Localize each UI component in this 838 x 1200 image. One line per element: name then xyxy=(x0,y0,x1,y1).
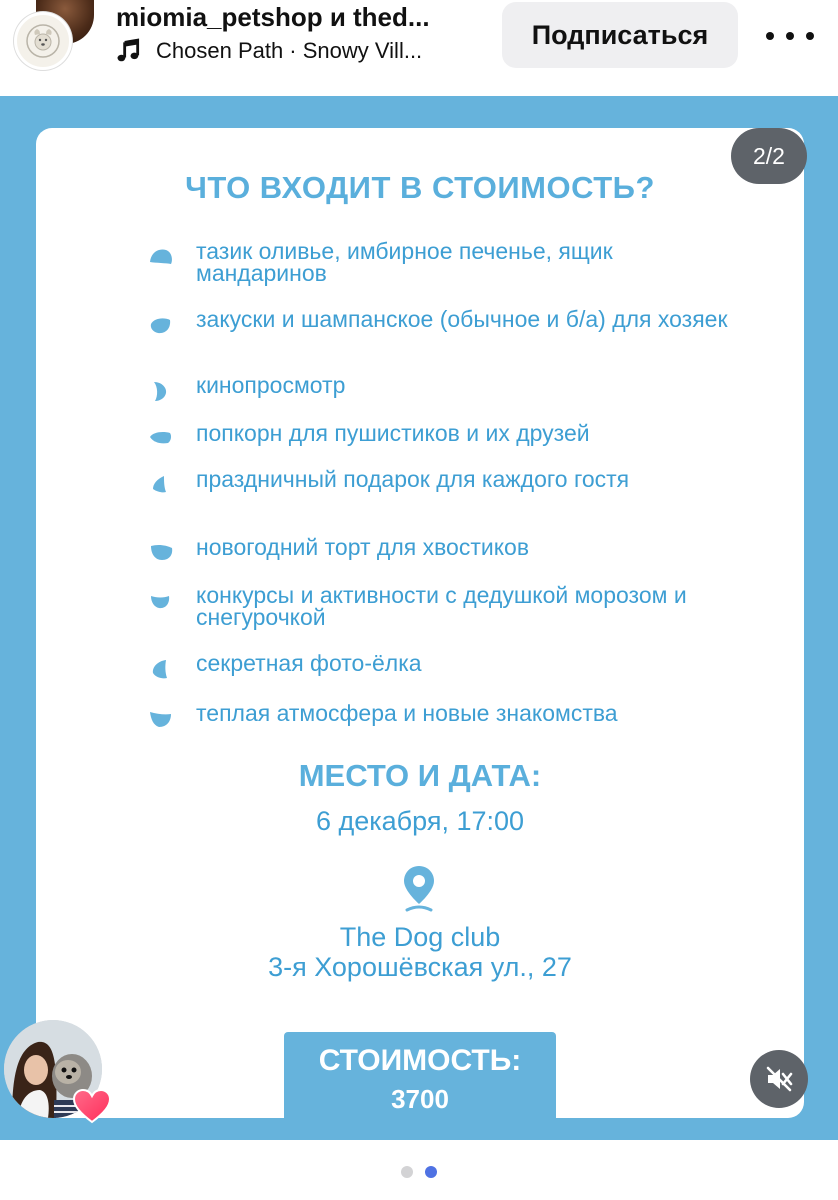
blob-bullet-icon xyxy=(148,708,174,730)
dog-logo-icon xyxy=(23,21,63,61)
venue-name: The Dog club xyxy=(339,922,501,952)
list-item: кинопросмотр xyxy=(148,374,748,402)
place-date-title: МЕСТО И ДАТА: xyxy=(298,758,542,793)
price-label: СТОИМОСТЬ: xyxy=(318,1044,522,1077)
included-list xyxy=(36,128,804,748)
carousel-dot-active[interactable] xyxy=(425,1166,437,1178)
blob-bullet-icon xyxy=(148,658,174,680)
venue-address: 3-я Хорошёвская ул., 27 xyxy=(268,952,572,982)
shop-avatar[interactable] xyxy=(14,12,72,70)
list-item: попкорн для пушистиков и их друзей xyxy=(148,422,748,450)
more-options-icon[interactable] xyxy=(766,18,814,54)
subscribe-button[interactable]: Подписаться xyxy=(502,2,738,68)
post-header xyxy=(0,0,838,96)
post-image[interactable] xyxy=(0,96,838,1140)
mute-button[interactable] xyxy=(750,1050,808,1108)
carousel-dot[interactable] xyxy=(401,1166,413,1178)
speaker-muted-icon xyxy=(764,1064,794,1094)
included-title: ЧТО ВХОДИТ В СТОИМОСТЬ? xyxy=(185,170,655,205)
music-track-label: Chosen Path · Snowy Vill... xyxy=(156,38,423,63)
music-track[interactable] xyxy=(116,38,422,64)
slide-counter: 2/2 xyxy=(731,128,807,184)
list-item: новогодний торт для хвостиков xyxy=(148,536,748,564)
blob-bullet-icon xyxy=(148,542,174,564)
list-item: тазик оливье, имбирное печенье, ящик мандаринов xyxy=(148,240,748,284)
blob-bullet-icon xyxy=(148,246,174,268)
venue-info xyxy=(36,922,804,982)
list-item: секретная фото-ёлка xyxy=(148,652,748,680)
username[interactable]: miomia_petshop и thed... xyxy=(116,2,430,32)
list-item: теплая атмосфера и новые знакомства xyxy=(148,702,748,730)
event-date: 6 декабря, 17:00 xyxy=(315,806,525,836)
price-box xyxy=(284,1032,556,1118)
music-note-icon xyxy=(116,38,142,64)
carousel-indicator xyxy=(0,1162,838,1182)
collab-avatars[interactable] xyxy=(14,0,92,80)
price-value: 3700 xyxy=(391,1084,449,1114)
heart-icon xyxy=(72,1088,112,1124)
blob-bullet-icon xyxy=(148,380,174,402)
blob-bullet-icon xyxy=(148,428,174,450)
list-item: праздничный подарок для каждого гостя xyxy=(148,468,748,496)
location-pin-icon xyxy=(402,864,436,914)
list-item: закуски и шампанское (обычное и б/а) для хозяек xyxy=(148,308,748,336)
info-card xyxy=(36,128,804,1118)
blob-bullet-icon xyxy=(148,474,174,496)
blob-bullet-icon xyxy=(148,314,174,336)
list-item: конкурсы и активности с дедушкой морозом и снегурочкой xyxy=(148,584,748,628)
blob-bullet-icon xyxy=(148,590,174,612)
